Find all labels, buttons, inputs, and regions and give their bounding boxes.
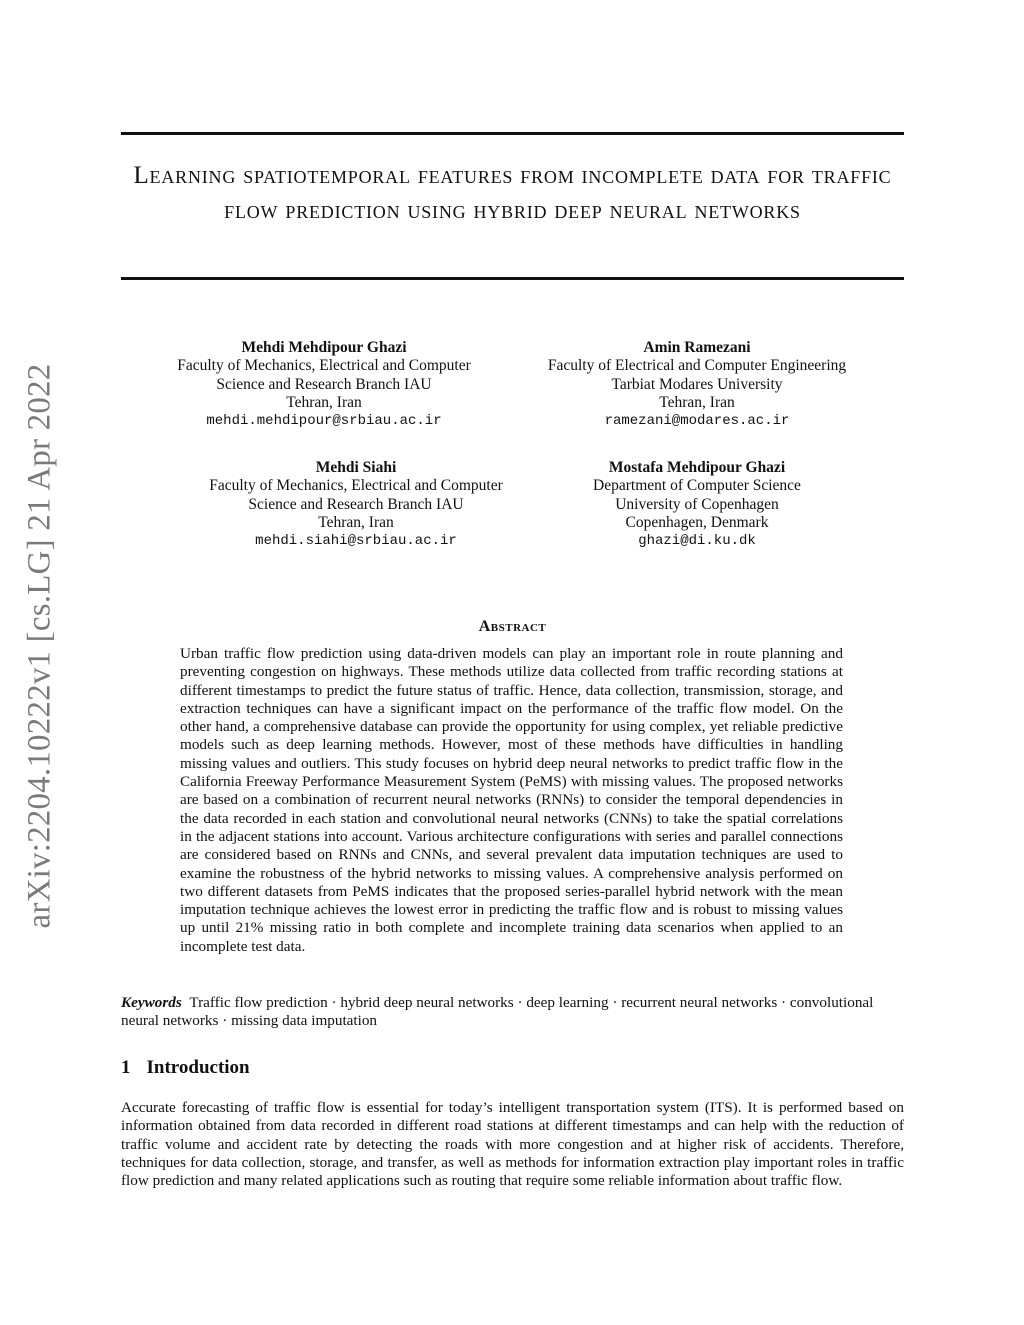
author-affiliation-line: University of Copenhagen (615, 495, 779, 513)
author-affiliation-line: Faculty of Electrical and Computer Engineering (547, 357, 847, 375)
author-name: Mehdi Mehdipour Ghazi (241, 339, 407, 356)
author-affiliation-line: Science and Research Branch IAU (216, 375, 432, 393)
author-email[interactable]: mehdi.siahi@srbiau.ac.ir (255, 533, 457, 550)
abstract-heading: Abstract (478, 618, 547, 635)
author-affiliation-line: Tarbiat Modares University (611, 375, 783, 393)
author-affiliation-line: Tehran, Iran (286, 393, 362, 411)
author-affiliation-line: Copenhagen, Denmark (625, 513, 769, 531)
arxiv-identifier: arXiv:2204.10222v1 [cs.LG] 21 Apr 2022 (21, 363, 58, 929)
author-block-3 (176, 459, 536, 550)
keywords (121, 994, 904, 1031)
author-name: Mehdi Siahi (315, 459, 397, 476)
author-affiliation-line: Department of Computer Science (593, 477, 801, 495)
author-block-1 (144, 339, 504, 430)
paper-title: Learning spatiotemporal features from incomplete data for traffic flow prediction using hybrid deep neural networks (133, 162, 892, 224)
arxiv-sidebar (10, 352, 70, 940)
author-block-2 (517, 339, 877, 430)
abstract-text: Urban traffic flow prediction using data-driven models can play an important role in route planning and preventing congestion on highways. These methods utilize data collected from traffic recording stations at different timestamps to predict the future status of traffic. Hence, data collection, transmission, storage, and extraction techniques can have a significant impact on the performance of the traffic flow model. On the other hand, a comprehensive database can provide the opportunity for using complex, yet reliable predictive models such as deep learning methods. However, most of these methods have difficulties in handling missing values and outliers. This study focuses on hybrid deep neural networks to predict traffic flow in the California Freeway Performance Measurement System (PeMS) with missing values. The proposed networks are based on a combination of recurrent neural networks (RNNs) to consider the temporal dependencies in the data recorded in each station and convolutional neural networks (CNNs) to take the spatial correlations in the adjacent stations into account. Various architecture configurations with series and parallel connections are considered based on RNNs and CNNs, and several prevalent data imputation techniques are used to examine the robustness of the hybrid networks to missing values. A comprehensive analysis performed on two different datasets from PeMS indicates that the proposed series-parallel hybrid network with the mean imputation technique achieves the lowest error in predicting the traffic flow and is robust to missing values up until 21% missing ratio in both complete and incomplete training data scenarios when applied to an incomplete test data. (180, 645, 843, 955)
author-affiliation-line: Tehran, Iran (659, 393, 735, 411)
author-email[interactable]: ramezani@modares.ac.ir (604, 413, 790, 430)
keywords-label: Keywords (121, 994, 182, 1011)
author-email[interactable]: ghazi@di.ku.dk (638, 533, 756, 550)
author-email[interactable]: mehdi.mehdipour@srbiau.ac.ir (206, 413, 442, 430)
keywords-text: Traffic flow prediction · hybrid deep neural networks · deep learning · recurrent neural networks · convolutional neural networks · missing data imputation (121, 994, 874, 1030)
author-block-4 (517, 459, 877, 550)
author-name: Mostafa Mehdipour Ghazi (608, 459, 786, 476)
section-heading (121, 1057, 250, 1079)
author-name: Amin Ramezani (643, 339, 751, 356)
title-rule-top (121, 132, 904, 135)
section-title: Introduction (146, 1057, 250, 1078)
author-affiliation-line: Tehran, Iran (318, 513, 394, 531)
author-affiliation-line: Faculty of Mechanics, Electrical and Computer (177, 357, 471, 375)
title-rule-bottom (121, 277, 904, 280)
author-affiliation-line: Science and Research Branch IAU (248, 495, 464, 513)
author-affiliation-line: Faculty of Mechanics, Electrical and Computer (209, 477, 503, 495)
section-number: 1 (121, 1057, 131, 1078)
introduction-text: Accurate forecasting of traffic flow is essential for today’s intelligent transportation system (ITS). It is performed based on information obtained from data recorded in different road stations at different timestamps and can help with the reduction of traffic volume and accident rate by detecting the roads with more congestion and at higher risk of accidents. Therefore, techniques for data collection, storage, and transfer, as well as methods for information extraction play important roles in traffic flow prediction and many related applications such as routing that require some reliable information about traffic flow. (121, 1099, 904, 1190)
